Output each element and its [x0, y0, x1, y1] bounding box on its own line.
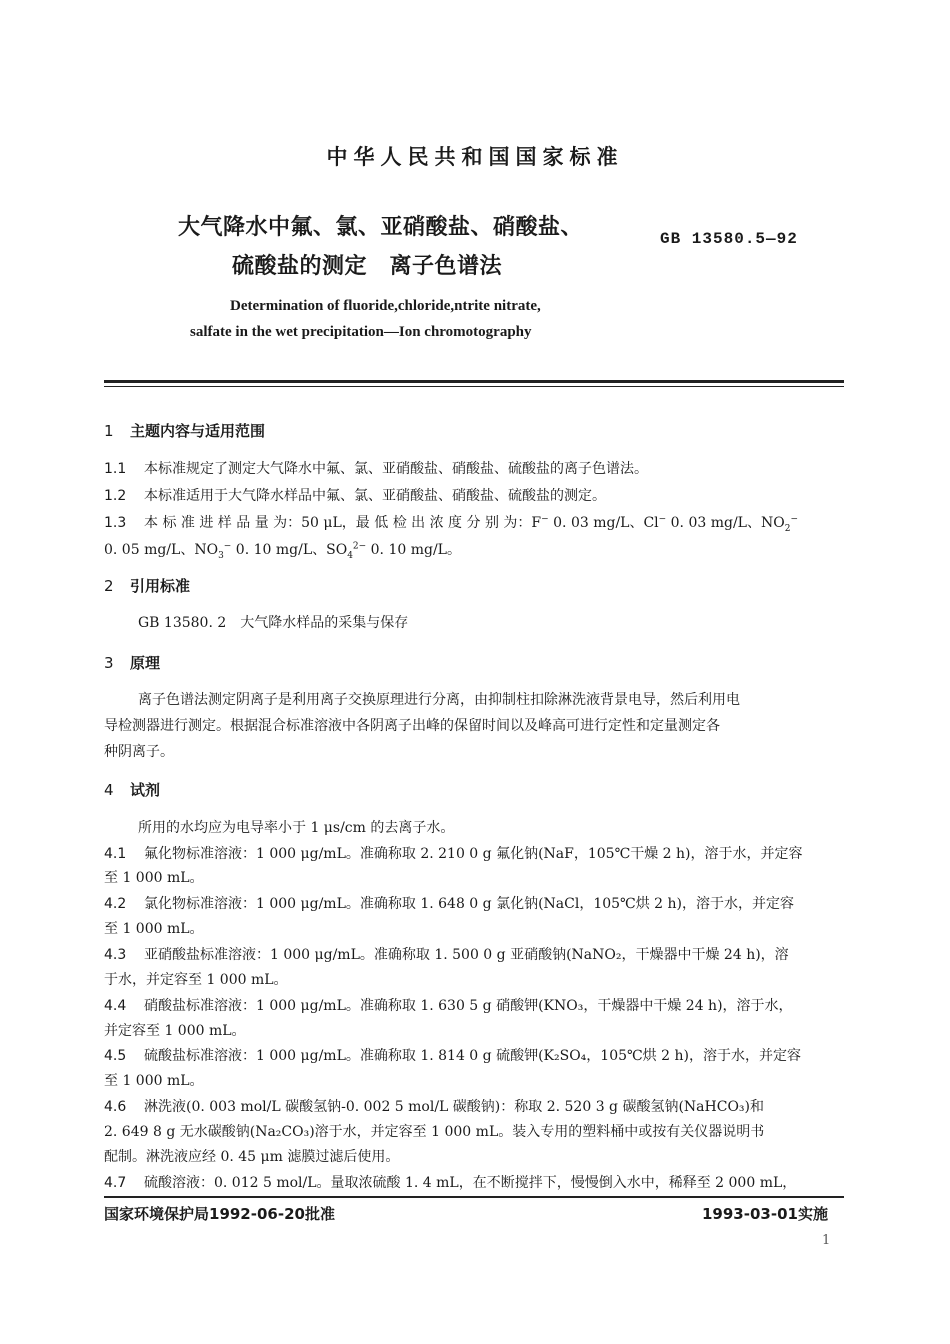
subscript: 3: [218, 550, 224, 561]
reagent-item-2: [104, 893, 794, 913]
reagent-intro: 所用的水均应为电导率小于 1 μs/cm 的去离子水。: [138, 820, 455, 836]
subscript: 4: [347, 550, 353, 561]
principle-line-3: 种阴离子。: [104, 744, 174, 760]
section-number: 4: [104, 781, 114, 799]
clause-text: 本标准适用于大气降水样品中氟、氯、亚硝酸盐、硝酸盐、硫酸盐的测定。: [144, 488, 606, 504]
clause-number: 4.3: [104, 947, 127, 963]
reagent-item-5-cont: 至 1 000 mL。: [104, 1073, 204, 1089]
title-cn-line2: 硫酸盐的测定 离子色谱法: [232, 254, 503, 279]
reagent-item-5: [104, 1045, 801, 1065]
section-title: 试剂: [130, 781, 161, 799]
principle-line-2: 导检测器进行测定。根据混合标准溶液中各阴离子出峰的保留时间以及峰高可进行定性和定量测定各: [104, 718, 720, 734]
clause-1-3: [104, 512, 798, 534]
section-number: 3: [104, 654, 114, 672]
section-number: 2: [104, 577, 114, 595]
clause-text: 氯化物标准溶液：1 000 μg/mL。准确称取 1. 648 0 g 氯化钠(NaCl，105℃烘 2 h)，溶于水，并定容: [144, 896, 794, 912]
normative-reference: GB 13580. 2 大气降水样品的采集与保存: [138, 615, 409, 631]
superscript: −: [790, 514, 798, 525]
clause-number: 4.6: [104, 1099, 127, 1115]
clause-text: 0. 10 mg/L。: [366, 542, 461, 558]
clause-number: 4.5: [104, 1048, 127, 1064]
superscript: −: [658, 514, 667, 525]
reagent-item-1: [104, 843, 803, 863]
clause-text: 氟化物标准溶液：1 000 μg/mL。准确称取 2. 210 0 g 氟化钠(NaF，105℃干燥 2 h)，溶于水，并定容: [144, 846, 803, 862]
clause-text: 硝酸盐标准溶液：1 000 μg/mL。准确称取 1. 630 5 g 硝酸钾(KNO₃，干燥器中干燥 24 h)，溶于水，: [144, 998, 793, 1014]
reagent-item-4: [104, 995, 793, 1015]
reagent-item-3: [104, 944, 789, 964]
clause-number: 4.7: [104, 1175, 127, 1191]
section-title: 引用标准: [130, 577, 191, 595]
reagent-item-3-cont: 于水，并定容至 1 000 mL。: [104, 972, 288, 988]
section-title: 主题内容与适用范围: [130, 422, 266, 440]
clause-text: 本标准规定了测定大气降水中氟、氯、亚硝酸盐、硝酸盐、硫酸盐的离子色谱法。: [144, 461, 648, 477]
reagent-item-6: [104, 1096, 764, 1116]
country-standard-heading: 中华人民共和国国家标准: [326, 145, 624, 169]
clause-1-1: [104, 458, 648, 478]
clause-text: 淋洗液(0. 003 mol/L 碳酸氢钠-0. 002 5 mol/L 碳酸钠)：称取 2. 520 3 g 碳酸氢钠(NaHCO₃)和: [144, 1099, 764, 1115]
section-title: 原理: [130, 654, 161, 672]
standard-number: GB 13580.5—92: [660, 230, 798, 248]
reagent-item-4-cont: 并定容至 1 000 mL。: [104, 1023, 246, 1039]
clause-text: 亚硝酸盐标准溶液：1 000 μg/mL。准确称取 1. 500 0 g 亚硝酸钠(NaNO₂，干燥器中干燥 24 h)，溶: [144, 947, 789, 963]
superscript: 2−: [352, 541, 367, 552]
clause-text: 0. 03 mg/L、NO: [666, 515, 785, 531]
title-en-line2: salfate in the wet precipitation—Ion chromotography: [190, 324, 532, 340]
clause-number: 4.1: [104, 846, 127, 862]
clause-number: 1.1: [104, 461, 127, 477]
clause-text: 0. 03 mg/L、Cl: [548, 515, 659, 531]
section-2-heading: [104, 575, 190, 596]
title-en-line1: Determination of fluoride,chloride,ntrite nitrate,: [230, 298, 541, 314]
superscript: −: [541, 514, 549, 525]
principle-line-1: 离子色谱法测定阴离子是利用离子交换原理进行分离，由抑制柱扣除淋洗液背景电导，然后利用电: [138, 692, 740, 708]
clause-text: 0. 05 mg/L、NO: [104, 542, 219, 558]
clause-1-3-cont: [104, 539, 461, 561]
clause-number: 1.2: [104, 488, 127, 504]
effective-date: 1993-03-01实施: [702, 1205, 828, 1223]
clause-text: 本 标 准 进 样 品 量 为：50 μL，最 低 检 出 浓 度 分 别 为：F: [144, 515, 542, 531]
reagent-item-7: [104, 1172, 796, 1192]
section-3-heading: [104, 652, 160, 673]
clause-text: 0. 10 mg/L、SO: [231, 542, 348, 558]
reagent-item-6-cont: 2. 649 8 g 无水碳酸钠(Na₂CO₃)溶于水，并定容至 1 000 mL。装入专用的塑料桶中或按有关仪器说明书: [104, 1124, 765, 1140]
clause-number: 4.2: [104, 896, 127, 912]
clause-number: 1.3: [104, 515, 127, 531]
clause-text: 硫酸溶液：0. 012 5 mol/L。量取浓硫酸 1. 4 mL，在不断搅拌下，慢慢倒入水中，稀释至 2 000 mL，: [144, 1175, 797, 1191]
footer-rule: [104, 1196, 844, 1198]
clause-1-2: [104, 485, 606, 505]
reagent-item-6-cont2: 配制。淋洗液应经 0. 45 μm 滤膜过滤后使用。: [104, 1149, 400, 1165]
reagent-item-2-cont: 至 1 000 mL。: [104, 921, 204, 937]
section-1-heading: [104, 420, 265, 441]
approval-date: 国家环境保护局1992-06-20批准: [104, 1205, 335, 1223]
page-number: 1: [822, 1233, 831, 1248]
header-rule-thin: [104, 386, 844, 387]
title-cn-line1: 大气降水中氟、氯、亚硝酸盐、硝酸盐、: [178, 215, 584, 240]
clause-text: 硫酸盐标准溶液：1 000 μg/mL。准确称取 1. 814 0 g 硫酸钾(K₂SO₄，105℃烘 2 h)，溶于水，并定容: [144, 1048, 801, 1064]
reagent-item-1-cont: 至 1 000 mL。: [104, 870, 204, 886]
subscript: 2: [784, 523, 791, 534]
superscript: −: [223, 541, 232, 552]
clause-number: 4.4: [104, 998, 127, 1014]
section-number: 1: [104, 422, 114, 440]
section-4-heading: [104, 779, 160, 800]
header-rule-thick: [104, 380, 844, 383]
